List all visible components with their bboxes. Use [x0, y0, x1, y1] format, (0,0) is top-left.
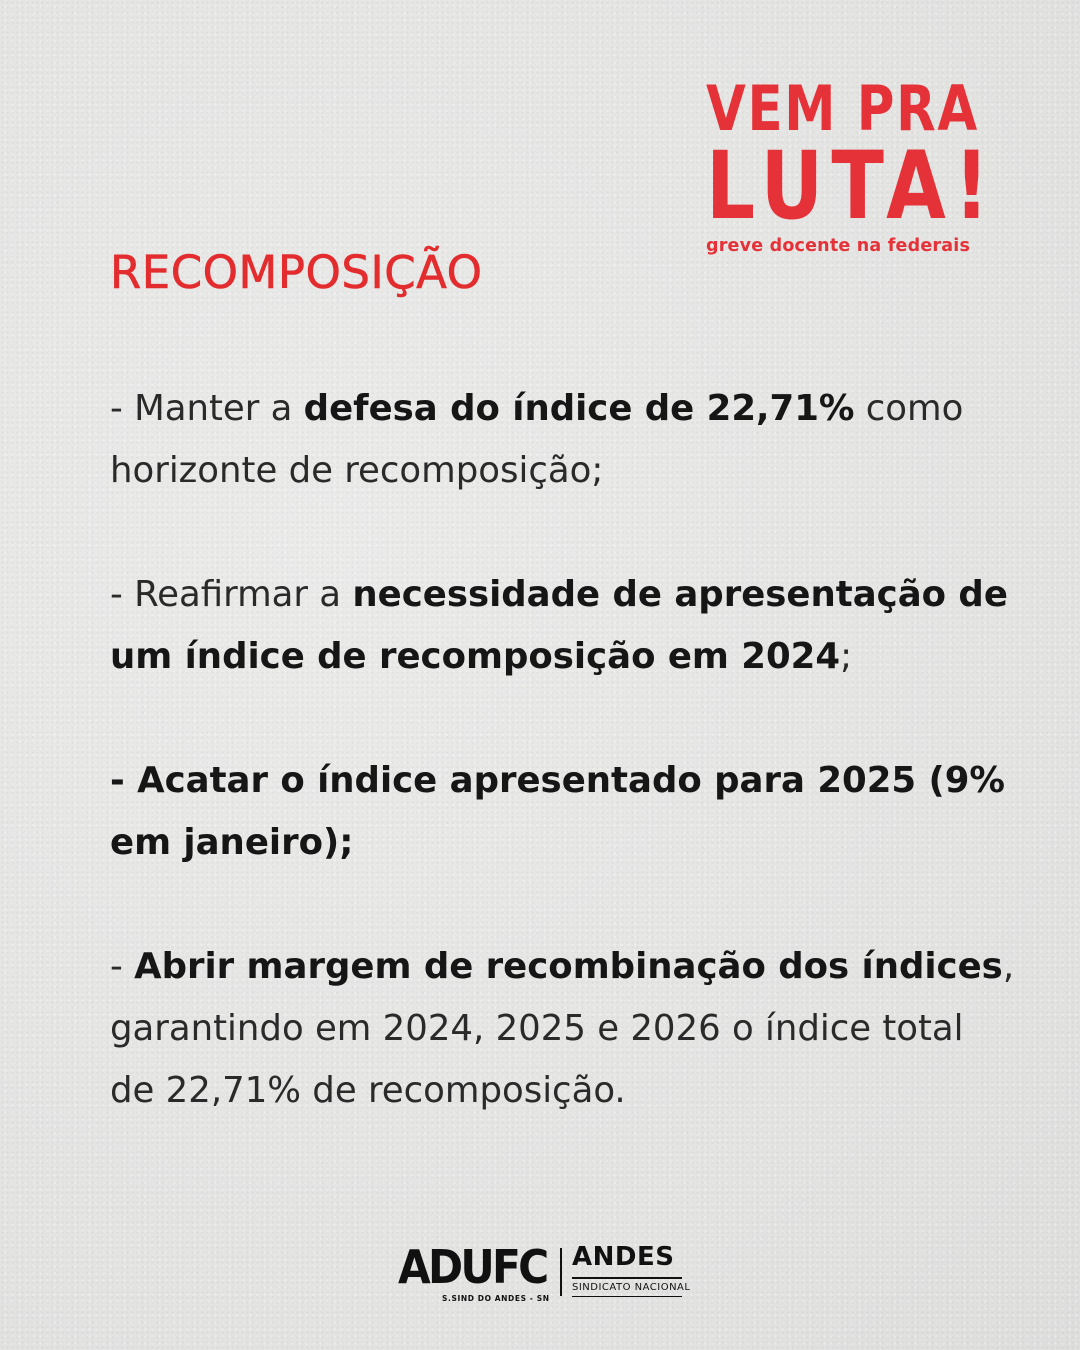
andes-rule-bottom	[572, 1296, 682, 1297]
list-item	[110, 936, 1015, 1122]
item-text-bold: necessidade de apresentação de um índice de recomposição em 2024	[110, 574, 1008, 677]
item-list	[110, 378, 1015, 1184]
item-text: , garantindo em 2024, 2025 e 2026 o índice total de 22,71% de recomposição.	[110, 946, 1015, 1111]
andes-rule	[572, 1277, 682, 1279]
item-text-bold: - Acatar o índice apresentado para 2025 (9% em janeiro);	[110, 760, 1005, 863]
page-title: RECOMPOSIÇÃO	[110, 246, 483, 299]
list-item	[110, 750, 1015, 874]
item-text: - Manter a	[110, 388, 304, 429]
logo-divider	[560, 1248, 562, 1296]
list-item	[110, 564, 1015, 688]
vem-pra-luta-stamp	[706, 72, 998, 256]
list-item	[110, 378, 1015, 502]
adufc-subtitle: S.SIND DO ANDES - SN	[442, 1294, 550, 1303]
footer-logos	[398, 1240, 698, 1306]
stamp-line-2: LUTA!	[706, 132, 998, 241]
item-text: -	[110, 946, 135, 987]
stamp-subtitle: greve docente na federais	[706, 236, 971, 256]
andes-logo	[572, 1242, 691, 1297]
item-text: ;	[840, 636, 853, 677]
item-text: como horizonte de recomposição;	[110, 388, 964, 491]
adufc-logo	[398, 1240, 559, 1303]
item-text-bold: defesa do índice de 22,71%	[303, 388, 855, 429]
andes-subtitle: SINDICATO NACIONAL	[572, 1281, 691, 1293]
item-text-bold: Abrir margem de recombinação dos índices	[134, 946, 1003, 987]
andes-name: ANDES	[572, 1242, 675, 1272]
adufc-name: ADUFC	[398, 1240, 547, 1294]
stamp-line-1: VEM PRA	[706, 72, 979, 145]
item-text: - Reafirmar a	[110, 574, 353, 615]
